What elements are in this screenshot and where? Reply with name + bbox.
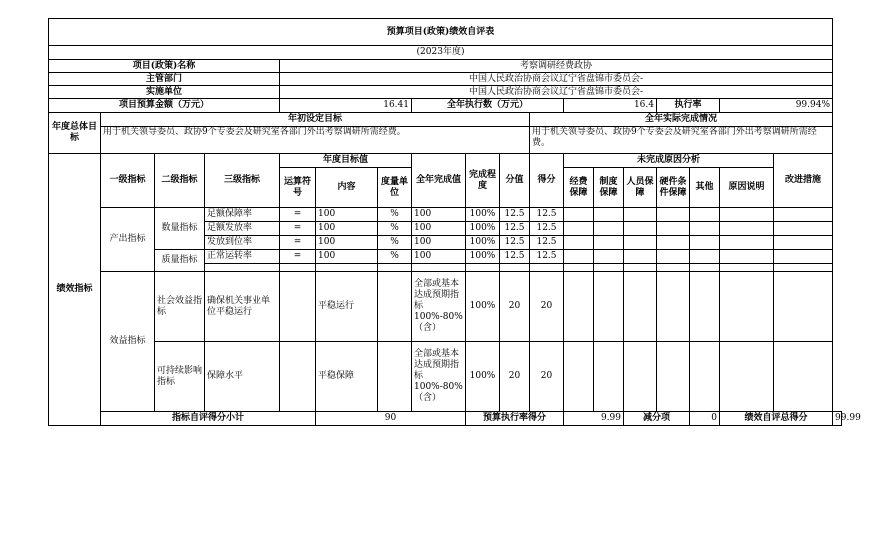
row-value: 12.5 bbox=[500, 250, 530, 264]
subtotal-value: 90 bbox=[316, 412, 466, 426]
header-op: 运算符号 bbox=[280, 168, 316, 208]
row-score: 12.5 bbox=[530, 208, 564, 222]
budget-score-value: 9.99 bbox=[564, 412, 624, 426]
row-value: 20 bbox=[500, 272, 530, 342]
header-reason-other: 其他 bbox=[690, 168, 720, 208]
budget-score-label: 预算执行率得分 bbox=[466, 412, 564, 426]
sustain-indicator-label: 可持续影响指标 bbox=[155, 342, 205, 412]
header-done: 全年完成值 bbox=[412, 154, 466, 208]
total-value: 99.99 bbox=[833, 412, 842, 426]
annual-goal-label: 年度总体目标 bbox=[49, 113, 101, 154]
row-op: = bbox=[280, 222, 316, 236]
row-content: 平稳保障 bbox=[316, 342, 378, 412]
budget-value: 16.41 bbox=[280, 99, 412, 113]
header-reason-funding: 经费保障 bbox=[564, 168, 594, 208]
row-degree: 100% bbox=[466, 272, 500, 342]
header-score-value: 分值 bbox=[500, 154, 530, 208]
project-name: 考察调研经费政协 bbox=[280, 60, 833, 73]
row-content: 100 bbox=[316, 208, 378, 222]
row-degree: 100% bbox=[466, 222, 500, 236]
header-content: 内容 bbox=[316, 168, 378, 208]
row-content: 平稳运行 bbox=[316, 272, 378, 342]
header-fix: 改进措施 bbox=[774, 154, 833, 208]
header-reason-system: 制度保障 bbox=[594, 168, 624, 208]
effect-indicator-label: 效益指标 bbox=[101, 272, 155, 412]
row-value: 12.5 bbox=[500, 208, 530, 222]
header-score: 得分 bbox=[530, 154, 564, 208]
header-level1: 一级指标 bbox=[101, 154, 155, 208]
row-done: 100 bbox=[412, 236, 466, 250]
budget-label: 项目预算金额（万元） bbox=[49, 99, 280, 113]
rate-label: 执行率 bbox=[657, 99, 720, 113]
perf-indicator-label: 绩效指标 bbox=[49, 154, 101, 426]
row-unit: % bbox=[378, 222, 412, 236]
project-name-label: 项目(政策)名称 bbox=[49, 60, 280, 73]
table-row bbox=[49, 208, 842, 222]
header-level2: 二级指标 bbox=[155, 154, 205, 208]
row-op: = bbox=[280, 208, 316, 222]
unit-value: 中国人民政治协商会议辽宁省盘锦市委员会- bbox=[280, 86, 833, 99]
row-degree: 100% bbox=[466, 342, 500, 412]
row-done: 全部或基本达成预期指标100%-80%（含） bbox=[412, 272, 466, 342]
row-unit: % bbox=[378, 250, 412, 264]
rate-value: 99.94% bbox=[720, 99, 833, 113]
row-l3: 足额发放率 bbox=[205, 222, 280, 236]
row-score: 12.5 bbox=[530, 222, 564, 236]
row-op: = bbox=[280, 236, 316, 250]
self-evaluation-sheet bbox=[48, 18, 861, 426]
exec-value: 16.4 bbox=[564, 99, 657, 113]
dept-value: 中国人民政治协商会议辽宁省盘锦市委员会- bbox=[280, 73, 833, 86]
row-content: 100 bbox=[316, 250, 378, 264]
actual-goal-header: 全年实际完成情况 bbox=[530, 113, 833, 127]
initial-goal-text: 用于机关领导委员、政协9个专委会及研究室各部门外出考察调研所需经费。 bbox=[101, 127, 530, 154]
header-level3: 三级指标 bbox=[205, 154, 280, 208]
row-value: 20 bbox=[500, 342, 530, 412]
header-reason-group: 未完成原因分析 bbox=[564, 154, 774, 168]
table-row bbox=[49, 250, 842, 264]
table-row bbox=[49, 272, 842, 342]
actual-goal-text: 用于机关领导委员、政协9个专委会及研究室各部门外出考察调研所需经费。 bbox=[530, 127, 833, 154]
row-degree: 100% bbox=[466, 250, 500, 264]
deduct-label: 减分项 bbox=[624, 412, 690, 426]
page-title: 预算项目(政策)绩效自评表 bbox=[49, 19, 833, 46]
row-score: 12.5 bbox=[530, 236, 564, 250]
row-unit: % bbox=[378, 208, 412, 222]
row-done: 全部或基本达成预期指标100%-80%（含） bbox=[412, 342, 466, 412]
exec-label: 全年执行数（万元） bbox=[412, 99, 564, 113]
row-l3: 足额保障率 bbox=[205, 208, 280, 222]
quantity-indicator-label: 数量指标 bbox=[155, 208, 205, 250]
row-l3: 正常运转率 bbox=[205, 250, 280, 264]
row-l3: 保障水平 bbox=[205, 342, 280, 412]
row-score: 12.5 bbox=[530, 250, 564, 264]
row-score: 20 bbox=[530, 342, 564, 412]
header-unit: 度量单位 bbox=[378, 168, 412, 208]
row-done: 100 bbox=[412, 250, 466, 264]
row-degree: 100% bbox=[466, 208, 500, 222]
row-content: 100 bbox=[316, 222, 378, 236]
row-op: = bbox=[280, 250, 316, 264]
row-value: 12.5 bbox=[500, 222, 530, 236]
dept-label: 主管部门 bbox=[49, 73, 280, 86]
row-content: 100 bbox=[316, 236, 378, 250]
row-unit: % bbox=[378, 236, 412, 250]
row-l3: 确保机关事业单位平稳运行 bbox=[205, 272, 280, 342]
evaluation-table bbox=[48, 18, 861, 426]
header-reason-staff: 人员保障 bbox=[624, 168, 657, 208]
header-reason-note: 原因说明 bbox=[720, 168, 774, 208]
row-done: 100 bbox=[412, 222, 466, 236]
row-score: 20 bbox=[530, 272, 564, 342]
row-value: 12.5 bbox=[500, 236, 530, 250]
header-degree: 完成程度 bbox=[466, 154, 500, 208]
initial-goal-header: 年初设定目标 bbox=[101, 113, 530, 127]
row-l3: 发放到位率 bbox=[205, 236, 280, 250]
social-indicator-label: 社会效益指标 bbox=[155, 272, 205, 342]
row-done: 100 bbox=[412, 208, 466, 222]
quality-indicator-label: 质量指标 bbox=[155, 250, 205, 272]
header-target-group: 年度目标值 bbox=[280, 154, 412, 168]
total-label: 绩效自评总得分 bbox=[720, 412, 833, 426]
deduct-value: 0 bbox=[690, 412, 720, 426]
year-label: (2023年度) bbox=[49, 46, 833, 60]
row-degree: 100% bbox=[466, 236, 500, 250]
unit-label: 实施单位 bbox=[49, 86, 280, 99]
output-indicator-label: 产出指标 bbox=[101, 208, 155, 272]
subtotal-label: 指标自评得分小计 bbox=[101, 412, 316, 426]
table-row bbox=[49, 342, 842, 412]
header-reason-hardware: 硬件条件保障 bbox=[657, 168, 690, 208]
